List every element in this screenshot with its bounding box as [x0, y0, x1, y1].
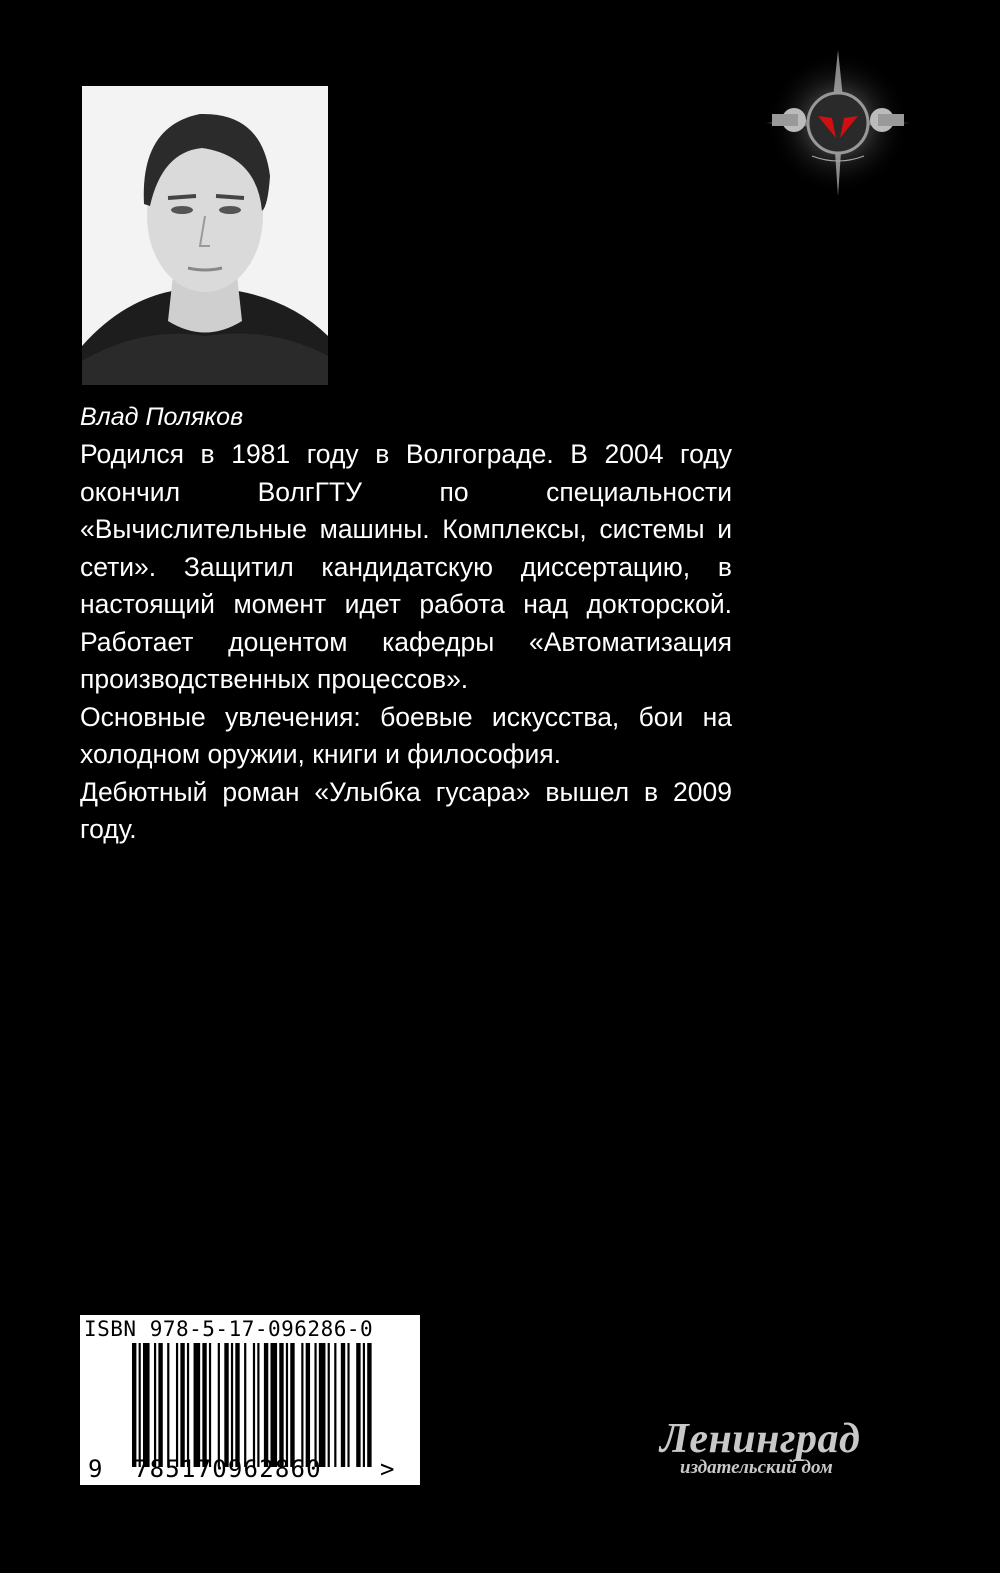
author-bio: [80, 398, 732, 849]
ean-digits: 785170962860: [134, 1455, 322, 1483]
bio-paragraph-1: Родился в 1981 году в Волгограде. В 2004 году окончил ВолгГТУ по специальности «Вычислительные машины. Комплексы, системы и сети». Защитил кандидатскую диссертацию, в настоящий момент идет работа над докторской. Работает доцентом кафедры «Автоматизация производственных процессов».: [80, 439, 732, 694]
publisher-logo: [660, 1418, 900, 1478]
author-photo: [82, 86, 328, 385]
publisher-subtitle: издательский дом: [680, 1457, 833, 1478]
ean-lead-digit: 9: [88, 1455, 103, 1483]
bio-paragraph-2: Основные увлечения: боевые искусства, бои на холодном оружии, книги и философия.: [80, 701, 732, 769]
isbn-number: ISBN 978-5-17-096286-0: [84, 1317, 374, 1341]
series-emblem: [758, 48, 918, 198]
publisher-name: Ленинград: [660, 1416, 861, 1462]
ean-quiet-zone-mark: >: [380, 1455, 395, 1483]
bio-paragraph-3: Дебютный роман «Улыбка гусара» вышел в 2009 году.: [80, 776, 732, 844]
author-name: Влад Поляков: [80, 403, 244, 431]
barcode-bars: [132, 1343, 376, 1467]
isbn-barcode: [80, 1315, 420, 1485]
